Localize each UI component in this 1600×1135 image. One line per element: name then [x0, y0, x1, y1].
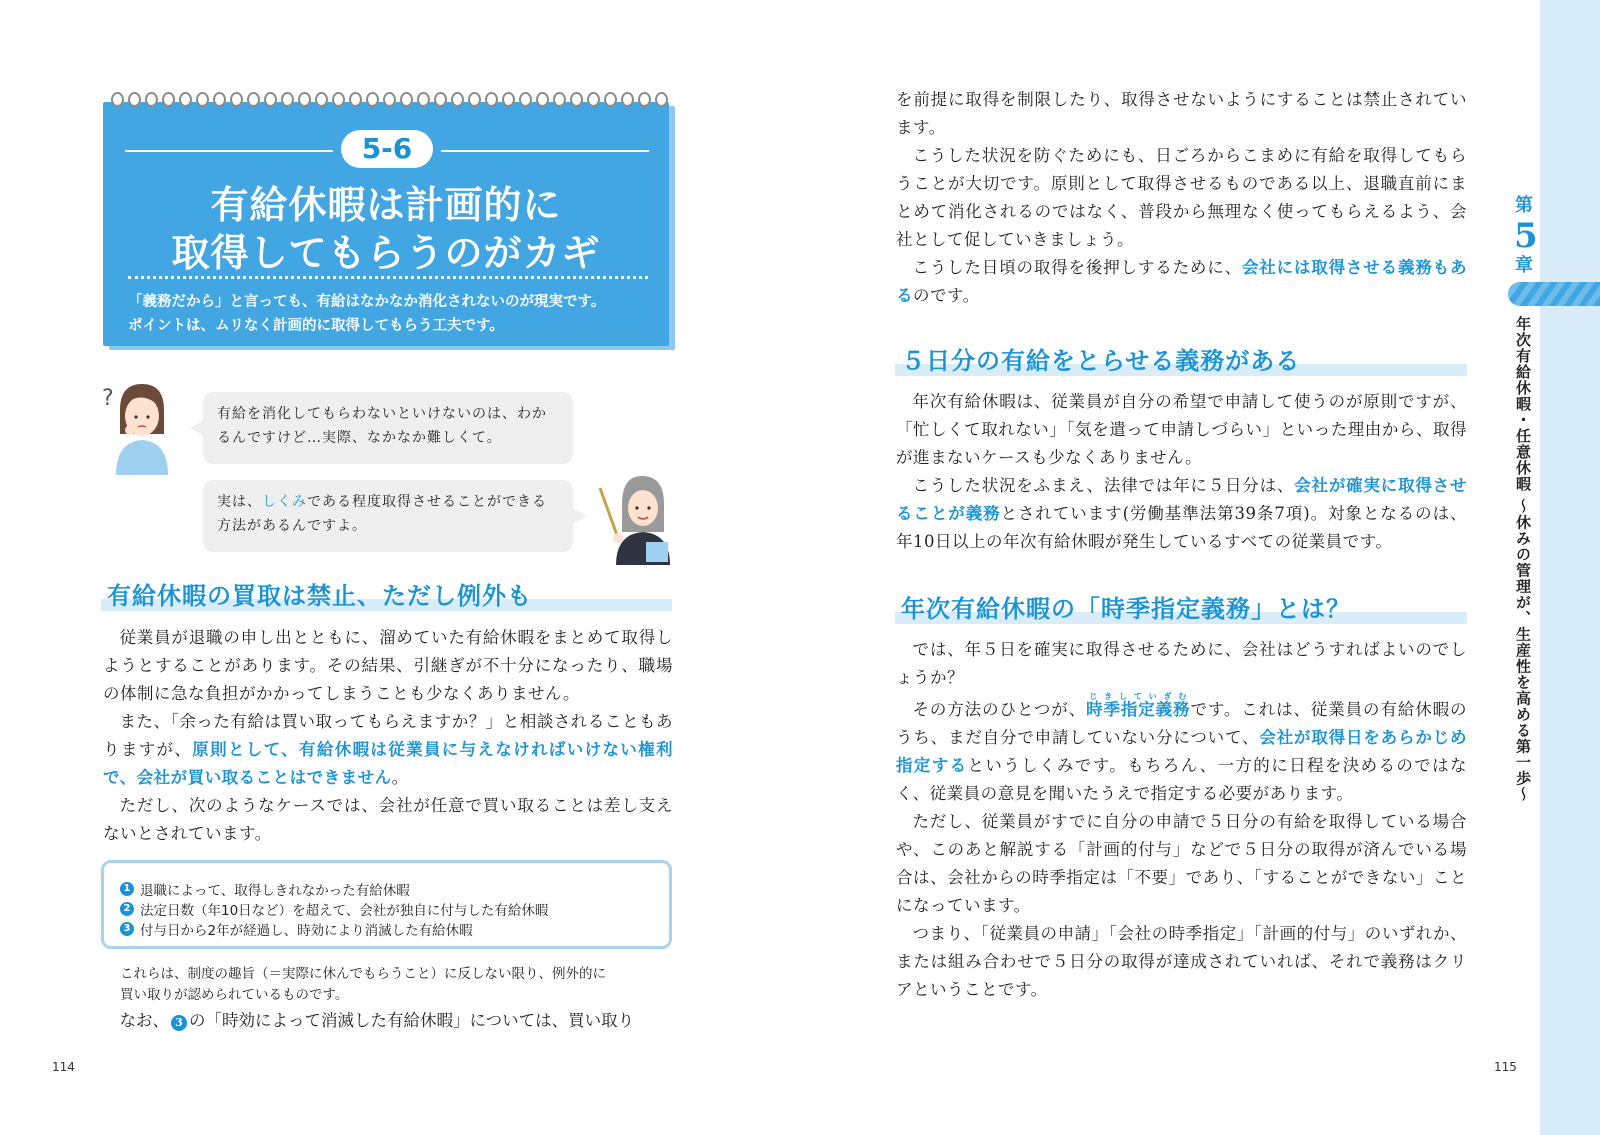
exception-number: 3 — [120, 922, 134, 936]
designation-body — [896, 636, 1467, 1004]
right-paragraph-1: こうした状況を防ぐためにも、日ごろからこまめに有給を取得してもらうことが大切です。原則として取得させるものである以上、退職直前にまとめて消化されるのではなく、普段から無理なく使ってもらえるよう、会社として促していきましょう。 — [896, 146, 1467, 249]
continuation-before: なお、 — [119, 1011, 169, 1030]
designation-paragraph-3: ただし、従業員がすでに自分の申請で５日分の有給を取得している場合や、このあと解説する「計画的付与」などで５日分の取得が済んでいる場合は、会社からの時季指定は「不要」であり、「することができない」ことになっています。 — [896, 812, 1467, 915]
designation-term-text: 時季指定義務 — [1086, 700, 1191, 719]
designation-paragraph-2 — [896, 692, 1467, 808]
heading-designation — [895, 596, 1467, 624]
exception-item — [120, 899, 548, 919]
character-woman-question — [100, 380, 180, 475]
exception-item — [120, 919, 473, 939]
exception-number: 1 — [120, 882, 134, 896]
heading-five-days-text: ５日分の有給をとらせる義務がある — [901, 347, 1301, 375]
notebook-rings — [111, 92, 671, 108]
exception-text: 法定日数（年10日など）を超えて、会社が独自に付与した有給休暇 — [140, 903, 549, 919]
note-line-1: これらは、制度の趣旨（＝実際に休んでもらうこと）に反しない限り、例外的に — [120, 966, 606, 982]
exception-number: 2 — [120, 902, 134, 916]
chapter-label-top: 第 — [1515, 195, 1533, 216]
five-days-p2-after: とされています(労働基準法第39条7項)。対象となるのは、年10日以上の年次有給休暇が発生しているすべての従業員です。 — [896, 504, 1468, 551]
continuation-number: 3 — [171, 1015, 187, 1031]
buyback-p2-highlight: 原則として、有給休暇は従業員に与えなければいけない権利で、会社が買い取ることはできません — [103, 740, 674, 787]
section-rule-right — [441, 150, 649, 152]
designation-term — [1086, 692, 1191, 719]
buyback-paragraph-1: 従業員が退職の申し出とともに、溜めていた有給休暇をまとめて取得しようとすることがあります。その結果、引継ぎが不十分になったり、職場の体制に急な負担がかかってしまうことも少なくありません。 — [103, 628, 673, 703]
card-body — [103, 102, 669, 346]
exception-text: 退職によって、取得しきれなかった有給休暇 — [140, 883, 410, 899]
five-days-p2-before: こうした状況をふまえ、法律では年に５日分は、 — [912, 476, 1295, 495]
character-consultant — [596, 470, 676, 565]
speech-bubble-1 — [203, 392, 573, 464]
designation-p2-b: です。これは、従業員の有給休暇のうち、まだ自分で申請していない分について、 — [896, 700, 1468, 747]
chapter-label-bottom: 章 — [1515, 255, 1533, 276]
buyback-paragraph-3: ただし、次のようなケースでは、会社が任意で買い取ることは差し支えないとされています。 — [103, 796, 673, 843]
page-number-right: 115 — [1494, 1060, 1517, 1074]
designation-p2-highlight: 会社が取得日をあらかじめ指定する — [896, 728, 1468, 775]
heading-designation-text: 年次有給休暇の「時季指定義務」とは？ — [901, 595, 1351, 623]
section-number: 5-6 — [341, 130, 433, 168]
buyback-paragraph-2 — [103, 708, 673, 792]
speech-bubble-2 — [203, 480, 573, 552]
exceptions-note — [120, 964, 680, 1006]
right-paragraph-2 — [896, 254, 1467, 310]
heading-buyback-text: 有給休暇の買取は禁止、ただし例外も — [107, 582, 532, 610]
heading-buyback — [101, 583, 672, 611]
lead-line2: ポイントは、ムリなく計画的に取得してもらう工夫です。 — [128, 318, 504, 334]
right-paragraph-0: を前提に取得を制限したり、取得させないようにすることは禁止されています。 — [896, 90, 1467, 137]
designation-term-ruby: じきしていぎむ — [1086, 692, 1191, 701]
dotted-divider — [128, 276, 648, 279]
chapter-tab — [1508, 282, 1600, 306]
exceptions-box — [101, 860, 672, 949]
bubble-1-text: 有給を消化してもらわないといけないのは、わかるんですけど…実際、なかなか難しくて。 — [217, 406, 547, 446]
buyback-p2-before: また、「余った有給は買い取ってもらえますか？」と相談されることもありますが、 — [103, 712, 673, 759]
chapter-sidebar — [1540, 0, 1600, 1135]
right-p2-after: のです。 — [913, 286, 980, 305]
designation-paragraph-4: つまり、「従業員の申請」「会社の時季指定」「計画的付与」のいずれか、または組み合わせで５日分の取得が達成されていれば、それで義務はクリアということです。 — [896, 924, 1467, 999]
note-line-2: 買い取りが認められているものです。 — [120, 987, 349, 1003]
exception-item — [120, 879, 410, 899]
section-title-line1: 有給休暇は計画的に — [210, 183, 562, 227]
bubble-2-tail — [573, 508, 587, 524]
page-number-left: 114 — [52, 1060, 75, 1074]
designation-p2-a: その方法のひとつが、 — [912, 700, 1087, 719]
buyback-body — [103, 624, 673, 848]
consultant-illustration — [596, 470, 676, 565]
chapter-side-title: 年次有給休暇・任意休暇 〜休みの管理が、生産性を高める第一歩〜 — [1514, 316, 1532, 803]
five-days-paragraph-1: 年次有給休暇は、従業員が自分の希望で申請して使うのが原則ですが、「忙しくて取れない」「気を遣って申請しづらい」といった理由から、取得が進まないケースも少なくありません。 — [896, 392, 1467, 467]
chapter-label — [1514, 195, 1538, 276]
five-days-paragraph-2 — [896, 472, 1467, 556]
chapter-number: 5 — [1514, 216, 1538, 256]
section-title-line2: 取得してもらうのがカギ — [171, 231, 601, 275]
designation-paragraph-1: では、年５日を確実に取得させるために、会社はどうすればよいのでしょうか？ — [896, 640, 1467, 687]
lead-line1: 「義務だから」と言っても、有給はなかなか消化されないのが現実です。 — [128, 294, 606, 310]
question-mark: ? — [102, 386, 114, 411]
section-title-card — [103, 92, 673, 352]
bubble-1-tail — [190, 420, 204, 436]
right-intro-body — [896, 86, 1467, 310]
bubble-2-text-after: である程度取得させることができる方法があるんですよ。 — [217, 494, 547, 534]
designation-p2-c: というしくみです。もちろん、一方的に日程を決めるのではなく、従業員の意見を聞いたうえで指定する必要があります。 — [896, 756, 1468, 803]
five-days-body — [896, 388, 1467, 556]
exception-text: 付与日から2年が経過し、時効により消滅した有給休暇 — [140, 923, 473, 939]
right-p2-before: こうした日頃の取得を後押しするために、 — [912, 258, 1242, 277]
bubble-2-highlight: しくみ — [262, 494, 307, 510]
heading-five-days — [895, 348, 1467, 376]
continuation-after: の「時効によって消滅した有給休暇」については、買い取り — [189, 1011, 635, 1030]
right-p2-highlight: 会社には取得させる義務もある — [896, 258, 1468, 305]
five-days-p2-highlight: 会社が確実に取得させることが義務 — [896, 476, 1467, 523]
continuation-line — [103, 1008, 673, 1034]
buyback-p2-after: 。 — [391, 768, 409, 787]
bubble-2-text-before: 実は、 — [217, 494, 262, 510]
section-rule-left — [125, 150, 333, 152]
